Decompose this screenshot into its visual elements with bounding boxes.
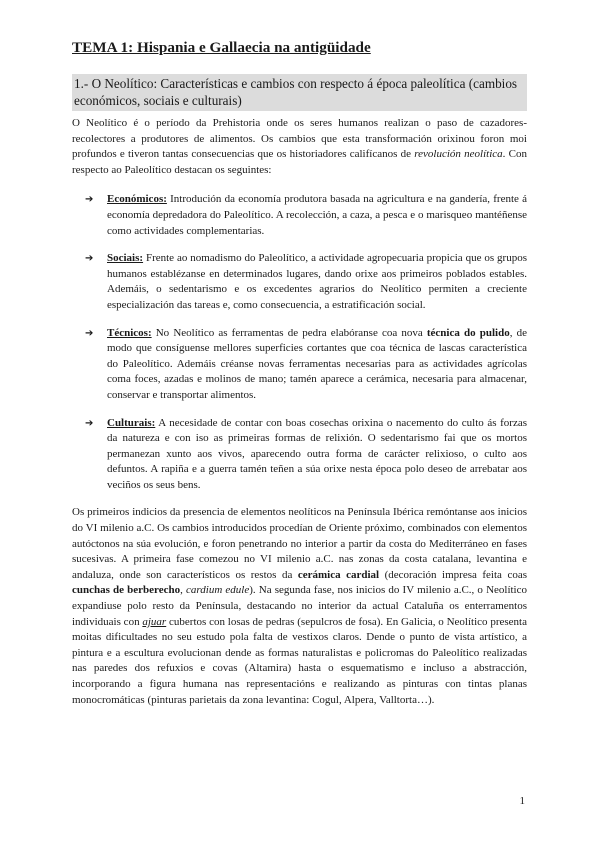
body-text: cubertos con losas de pedras (sepulcros de fosa). En Galicia, o Neolítico presenta moitas dificultades no seu estudo pola falta de vestixos claros. Dende o punto de vista artístico, a pintura e a escultura evolucionan dende as formas naturalistas e policromas do Paleolítico realizadas nas paredes dos refuxios e covas (Altamira) hasta o esquematismo e incluso a abstracción, incorporando a figura humana nas representacións e realizando as pinturas con tintas planas monocromáticas (pinturas parietais da zona levantina: Cogul, Alpera, Valltorta…). <box>72 615 527 706</box>
section-heading: 1.- O Neolítico: Características e cambios con respecto á época paleolítica (cambios económicos, sociais e culturais) <box>72 74 527 111</box>
bullet-label: Sociais: <box>107 252 144 265</box>
document-page <box>72 38 527 708</box>
body-text: Os primeiros indicios da presencia de elementos neolíticos na Península Ibérica remóntanse aos inicios do VI milenio a.C. Os cambios introducidos procedían de Oriente próximo, combinados con elementos autóctonos na súa evolución, e foron penetrando no interior a partir da costa do Mediterráneo en fases sucesivas. A primeira fase comezou no VI milenio a.C. nas zonas da costa catalana, levantina e andaluza, onde son característicos os restos da <box>72 506 527 581</box>
bullet-text: Introdución da economía produtora basada na agricultura e na gandería, frente á economía depredadora do Paleolítico. A recolección, a caza, a pesca e o marisqueo mantéñense como actividades complementarias. <box>107 193 527 237</box>
intro-italic-term: revolución neolítica <box>414 148 503 161</box>
bullet-label: Culturais: <box>107 416 156 429</box>
list-item-tecnicos <box>72 326 527 404</box>
arrow-bullet-icon: ➔ <box>85 253 94 265</box>
list-item-sociais <box>72 251 527 313</box>
body-italic-term: ajuar <box>142 615 167 628</box>
bullet-text: No Neolítico as ferramentas de pedra elabóranse coa nova <box>151 326 427 339</box>
arrow-bullet-icon: ➔ <box>85 194 94 206</box>
bullet-label: Económicos: <box>107 193 167 206</box>
arrow-bullet-icon: ➔ <box>85 417 94 429</box>
page-number: 1 <box>519 795 525 807</box>
body-text: ). Na segunda fase, nos inicios do IV milenio a.C., o Neolítico expandiuse polo resto da Península, destacando no interior da actual Cataluña os enterramentos individuais con <box>72 584 527 628</box>
body-text: (decoración impresa feita coas <box>379 568 527 581</box>
changes-list <box>72 192 527 493</box>
bullet-text: , de modo que consíguense mellores superficies cortantes que coa técnica de lascas característica do Paleolítico. Ademáis créanse novas ferramentas necesarias para as actividades agrícolas coma foces, azadas e molinos de mano; tamén aparece a cerámica, necesaria para almacenar, conservar e transportar alimentos. <box>107 326 527 401</box>
body-text: , <box>180 584 187 597</box>
bullet-label: Técnicos: <box>107 326 152 339</box>
bullet-bold-term: técnica do pulido <box>426 326 510 339</box>
bullet-text: Frente ao nomadismo do Paleolítico, a actividade agropecuaria propicia que os grupos humanos establézanse en determinados lugares, dando orixe aos primeiros poblados estables. Ademáis, o sedentarismo e os excedentes agrarios do Neolítico permiten a creciente especialización das tareas e, como consecuencia, a estratificación social. <box>107 252 527 311</box>
arrow-bullet-icon: ➔ <box>85 327 94 339</box>
body-paragraph <box>72 505 527 708</box>
body-bold-term: cunchas de berberecho <box>72 584 181 597</box>
list-item-economicos <box>72 192 527 239</box>
intro-text-2: . Con respecto ao Paleolítico destacan os seguintes: <box>72 148 527 176</box>
intro-text-1: O Neolítico é o período da Prehistoria onde os seres humanos realizan o paso de cazadores-recolectores a produtores de alimentos. Os cambios que esta transformación orixinou foron moi profundos e tiveron tantas consecuencias que os historiadores califícanos de <box>72 117 527 161</box>
list-item-culturais <box>72 416 527 494</box>
bullet-text: A necesidade de contar con boas cosechas orixina o nacemento do culto ás forzas da natureza e con iso as primeiras formas de relixión. O sedentarismo fai que os mortos permanezan xunto aos vivos, aparecendo outra forma de carácter relixioso, o culto aos defuntos. A rapiña e a guerra tamén teñen a súa orixe nesta época polo deseo de arrebatar aos veciños os seus bens. <box>107 416 527 491</box>
body-italic-term: cardium edule <box>186 584 250 597</box>
document-title: TEMA 1: Hispania e Gallaecia na antigüidade <box>72 39 371 56</box>
intro-paragraph <box>72 116 527 178</box>
body-bold-term: cerámica cardial <box>297 568 380 581</box>
